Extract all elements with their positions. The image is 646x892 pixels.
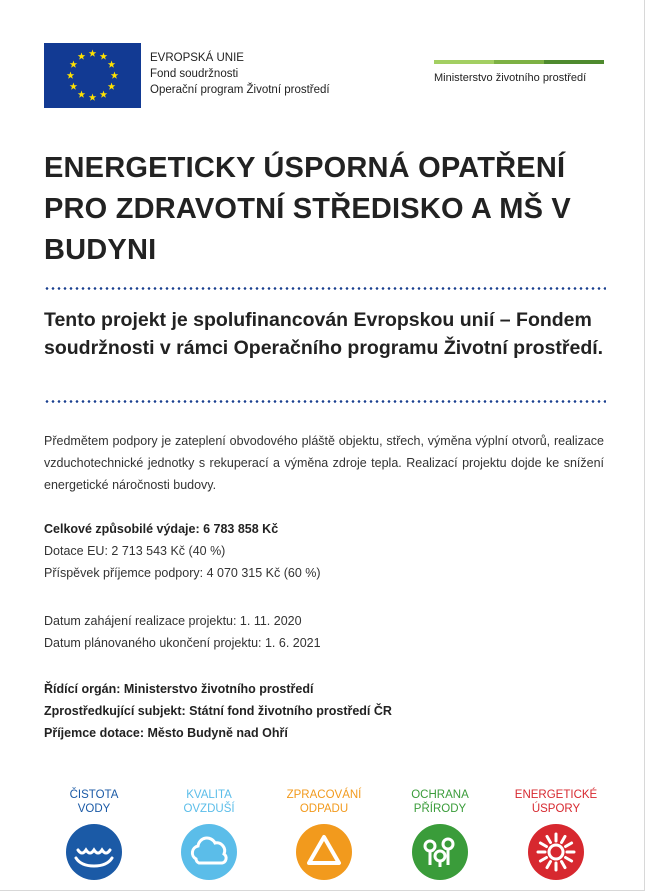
- ministry-bar-4: [544, 60, 604, 64]
- ministry-bar-2: [434, 60, 494, 64]
- costs-block: [44, 518, 321, 584]
- priority-waste: [274, 788, 374, 880]
- eu-star: [89, 50, 97, 57]
- eu-star: [89, 94, 97, 101]
- project-title: ENERGETICKY ÚSPORNÁ OPATŘENÍ PRO ZDRAVOTNÍ STŘEDISKO A MŠ V BUDYNI: [44, 152, 571, 266]
- priority-waste-line1: ZPRACOVÁNÍ: [286, 789, 362, 801]
- priority-air-line1: KVALITA: [186, 789, 232, 801]
- eu-stars-icon: [44, 43, 141, 108]
- sun-ray: [562, 836, 566, 842]
- sun-ray: [562, 862, 566, 868]
- priority-energy-line1: ENERGETICKÉ: [514, 789, 598, 801]
- priority-air-label: [159, 788, 259, 818]
- priority-air-line2: OVZDUŠÍ: [183, 803, 235, 815]
- eu-subsidy: Dotace EU: 2 713 543 Kč (40 %): [44, 544, 226, 558]
- priority-water-line2: VODY: [77, 803, 111, 815]
- priority-nature: [390, 788, 490, 880]
- ministry-color-bars: [424, 60, 604, 64]
- priority-water-line1: ČISTOTA: [69, 789, 119, 801]
- priority-energy: [506, 788, 606, 880]
- water-drops-icon: [66, 824, 122, 880]
- eu-star: [111, 72, 119, 79]
- sun-ray: [547, 836, 551, 842]
- priority-energy-line2: ÚSPORY: [531, 803, 581, 815]
- priority-air: [159, 788, 259, 880]
- project-description: Předmětem podpory je zateplení obvodového pláště objektu, střech, výměna výplní otvorů, realizace vzduchotechnické jednotky s rekuperací a výměna zdroje tepla. Realizací projektu dojde ke snížení energetické náročnosti budovy.: [44, 434, 604, 492]
- grant-recipient: Příjemce dotace: Město Budyně nad Ohří: [44, 726, 288, 740]
- eu-star: [108, 83, 116, 90]
- priority-nature-line2: PŘÍRODY: [413, 803, 467, 815]
- eu-star: [108, 61, 116, 68]
- ministry-bar-1: [424, 60, 434, 64]
- priority-water-label: [44, 788, 144, 818]
- eu-star: [70, 61, 78, 68]
- sun-ray: [540, 858, 546, 862]
- bodies-block: [44, 678, 392, 744]
- recycle-triangle-icon: [296, 824, 352, 880]
- eu-star: [67, 72, 75, 79]
- priority-nature-line1: OCHRANA: [411, 789, 469, 801]
- eu-star: [78, 52, 86, 59]
- eu-star: [100, 52, 108, 59]
- recipient-contribution: Příspěvek příjemce podpory: 4 070 315 Kč (60 %): [44, 566, 321, 580]
- sun-ray: [566, 843, 572, 847]
- sun-ray: [540, 843, 546, 847]
- start-date: Datum zahájení realizace projektu: 1. 11. 2020: [44, 614, 302, 628]
- dates-block: [44, 610, 321, 654]
- ministry-label: Ministerstvo životního prostředí: [434, 72, 587, 84]
- eu-line-3: Operační program Životní prostředí: [150, 84, 330, 96]
- cofinancing-statement: Tento projekt je spolufinancován Evropskou unií – Fondem soudržnosti v rámci Operačního programu Životní prostředí.: [44, 309, 604, 359]
- priority-waste-line2: ODPADU: [299, 803, 349, 815]
- sun-ray: [566, 858, 572, 862]
- dotted-divider-top: [44, 287, 606, 290]
- priority-energy-label: [506, 788, 606, 818]
- cloud-icon: [181, 824, 237, 880]
- nature-flowers-icon: [412, 824, 468, 880]
- priority-waste-label: [274, 788, 374, 818]
- eu-line-2: Fond soudržnosti: [150, 68, 239, 80]
- total-costs: Celkové způsobilé výdaje: 6 783 858 Kč: [44, 522, 279, 536]
- sun-ray: [547, 862, 551, 868]
- eu-flag-logo: [44, 43, 141, 108]
- eu-star: [70, 83, 78, 90]
- eu-text-block: [150, 50, 330, 98]
- end-date: Datum plánovaného ukončení projektu: 1. 6. 2021: [44, 636, 321, 650]
- eu-line-1: EVROPSKÁ UNIE: [150, 52, 244, 64]
- priority-water: [44, 788, 144, 880]
- sun-energy-icon: [528, 824, 584, 880]
- eu-star: [100, 91, 108, 98]
- dotted-divider-bottom: [44, 400, 606, 403]
- managing-authority: Řídící orgán: Ministerstvo životního prostředí: [44, 682, 314, 696]
- ministry-bar-3: [494, 60, 544, 64]
- priority-nature-label: [390, 788, 490, 818]
- intermediary-body: Zprostředkující subjekt: Státní fond životního prostředí ČR: [44, 704, 392, 718]
- eu-star: [78, 91, 86, 98]
